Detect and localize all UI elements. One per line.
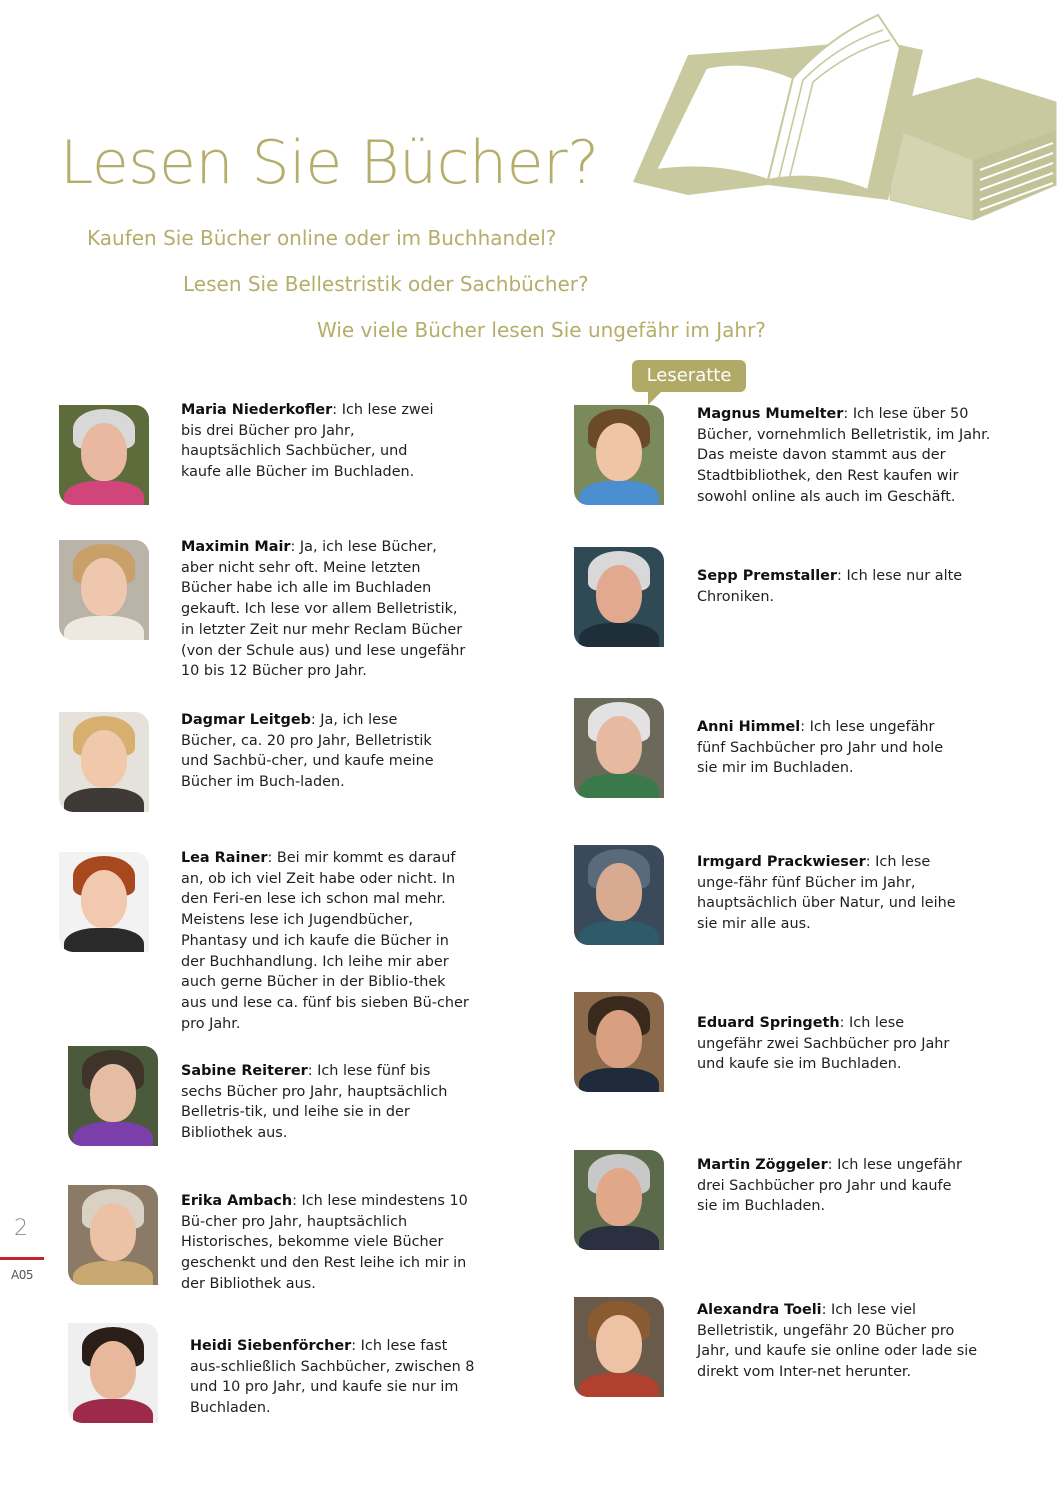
portrait-photo <box>59 405 149 505</box>
question-3: Wie viele Bücher lesen Sie ungefähr im Jahr? <box>317 318 766 342</box>
person-name: Dagmar Leitgeb <box>181 712 311 728</box>
person-name: Martin Zöggeler <box>697 1157 828 1173</box>
person-name: Sabine Reiterer <box>181 1063 308 1079</box>
person-name: Heidi Siebenförcher <box>190 1338 352 1354</box>
list-item <box>697 1013 972 1075</box>
list-item <box>181 848 471 1034</box>
list-item <box>181 1061 456 1144</box>
portrait-photo <box>59 852 149 952</box>
person-statement: : Ich lese fünf bis sechs Bücher pro Jahr, hauptsächlich Belletris-tik, und leihe sie in der Bibliothek aus. <box>181 1063 448 1142</box>
person-name: Lea Rainer <box>181 850 268 866</box>
list-item <box>181 537 466 682</box>
person-name: Sepp Premstaller <box>697 568 838 584</box>
portrait-photo <box>68 1046 158 1146</box>
open-book-and-closed-book-icon <box>628 10 1058 235</box>
person-statement: : Ich lese unge-fähr fünf Bücher im Jahr, hauptsächlich über Natur, und leihe sie mir alle aus. <box>697 854 956 933</box>
person-statement: : Ich lese mindestens 10 Bü-cher pro Jahr, hauptsächlich Historisches, bekomme viele Bücher geschenkt und den Rest leihe ich mir in der Bibliothek aus. <box>181 1193 468 1292</box>
portrait-photo <box>574 698 664 798</box>
question-1: Kaufen Sie Bücher online oder im Buchhandel? <box>87 226 557 250</box>
person-name: Maria Niederkofler <box>181 402 333 418</box>
portrait-photo <box>68 1185 158 1285</box>
list-item <box>181 400 451 483</box>
person-name: Magnus Mumelter <box>697 406 844 422</box>
person-name: Alexandra Toeli <box>697 1302 822 1318</box>
list-item <box>190 1336 480 1419</box>
person-statement: : Bei mir kommt es darauf an, ob ich viel Zeit habe oder nicht. In den Feri-en lese ich schon mal mehr. Meistens lese ich Jugendbücher, Phantasy und ich kaufe die Bücher in der Buchhandlung. Ich leihe mir aber auch gerne Bücher in der Biblio-thek aus und lese ca. fünf bis sieben Bü-cher pro Jahr. <box>181 850 469 1032</box>
portrait-photo <box>574 992 664 1092</box>
list-item <box>697 1155 972 1217</box>
list-item <box>697 404 1002 508</box>
portrait-photo <box>574 547 664 647</box>
portrait-photo <box>574 845 664 945</box>
page-title: Lesen Sie Bücher? <box>60 128 599 198</box>
list-item <box>697 852 972 935</box>
person-name: Anni Himmel <box>697 719 801 735</box>
page-marker-line <box>0 1257 44 1260</box>
portrait-photo <box>574 1150 664 1250</box>
person-name: Maximin Mair <box>181 539 291 555</box>
person-statement: : Ja, ich lese Bücher, aber nicht sehr oft. Meine letzten Bücher habe ich alle im Buchladen gekauft. Ich lese vor allem Belletristik, in letzter Zeit nur mehr Reclam Bücher (von der Schule aus) und lese ungefähr 10 bis 12 Bücher pro Jahr. <box>181 539 466 680</box>
portrait-photo <box>574 405 664 505</box>
person-statement: : Ich lese über 50 Bücher, vornehmlich Belletristik, im Jahr. Das meiste davon stammt aus der Stadtbibliothek, den Rest kaufen wir sowohl online als auch im Geschäft. <box>697 406 991 505</box>
person-statement: : Ich lese ungefähr zwei Sachbücher pro Jahr und kaufe sie im Buchladen. <box>697 1015 950 1073</box>
list-item <box>697 566 967 607</box>
list-item <box>697 717 967 779</box>
leseratte-badge: Leseratte <box>632 360 746 392</box>
person-name: Irmgard Prackwieser <box>697 854 866 870</box>
list-item <box>181 1191 471 1295</box>
person-statement: : Ich lese nur alte Chroniken. <box>697 568 963 605</box>
person-statement: : Ich lese ungefähr fünf Sachbücher pro Jahr und hole sie mir im Buchladen. <box>697 719 944 777</box>
portrait-photo <box>574 1297 664 1397</box>
question-2: Lesen Sie Bellestristik oder Sachbücher? <box>183 272 589 296</box>
person-name: Erika Ambach <box>181 1193 293 1209</box>
portrait-photo <box>59 540 149 640</box>
person-statement: : Ich lese ungefähr drei Sachbücher pro Jahr und kaufe sie im Buchladen. <box>697 1157 962 1215</box>
page-number: 2 <box>14 1216 28 1241</box>
portrait-photo <box>68 1323 158 1423</box>
page-code: A05 <box>11 1268 33 1282</box>
person-name: Eduard Springeth <box>697 1015 840 1031</box>
person-statement: : Ich lese zwei bis drei Bücher pro Jahr, hauptsächlich Sachbücher, und kaufe alle Bücher im Buchladen. <box>181 402 434 481</box>
list-item <box>697 1300 982 1383</box>
list-item <box>181 710 451 793</box>
person-statement: : Ich lese viel Belletristik, ungefähr 20 Bücher pro Jahr, und kaufe sie online oder lade sie direkt vom Inter-net herunter. <box>697 1302 978 1381</box>
portrait-photo <box>59 712 149 812</box>
person-statement: : Ich lese fast aus-schließlich Sachbücher, zwischen 8 und 10 pro Jahr, und kaufe sie nur im Buchladen. <box>190 1338 475 1417</box>
person-statement: : Ja, ich lese Bücher, ca. 20 pro Jahr, Belletristik und Sachbü-cher, und kaufe meine Bücher im Buch-laden. <box>181 712 434 791</box>
